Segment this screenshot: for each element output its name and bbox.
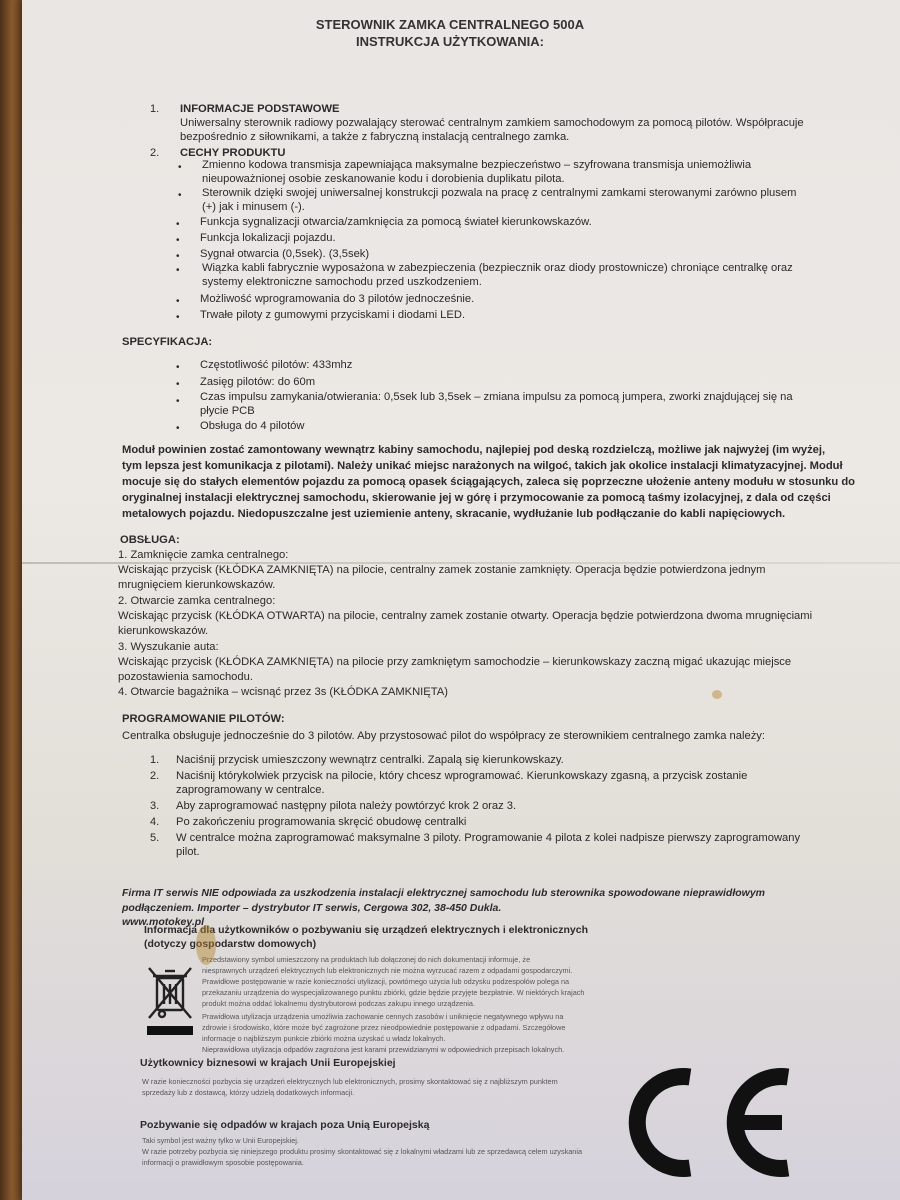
outside-eu-heading: Pozbywanie się odpadów w krajach poza Unią Europejską bbox=[140, 1119, 430, 1131]
list-item: Sterownik dzięki swojej uniwersalnej konstrukcji pozwala na pracę z centralnymi zamkami sterowanymi zarówno plusem bbox=[202, 187, 797, 199]
step-text: Aby zaprogramować następny pilota należy powtórzyć krok 2 oraz 3. bbox=[176, 800, 517, 812]
step-text: pilot. bbox=[176, 846, 200, 858]
operation-line: Wciskając przycisk (KŁÓDKA ZAMKNIĘTA) na pilocie, centralny zamek zostanie zamknięty. Operacja będzie potwierdzona jednym bbox=[118, 564, 766, 576]
outside-eu-text-line: informacji o prawidłowym sposobie postępowania. bbox=[142, 1158, 304, 1167]
operation-line: 3. Wyszukanie auta: bbox=[118, 641, 219, 653]
outside-eu-text-line: Taki symbol jest ważny tylko w Unii Europejskiej. bbox=[142, 1136, 299, 1145]
paragraph-line: bezpośrednio z siłownikami, a także z fabryczną instalacją centralnego zamka. bbox=[180, 131, 570, 143]
business-text-line: sprzedaży lub z dostawcą, którzy udzielą dodatkowych informacji. bbox=[142, 1088, 355, 1097]
bullet-icon: • bbox=[176, 296, 180, 307]
section-heading: SPECYFIKACJA: bbox=[122, 336, 213, 348]
bullet-icon: • bbox=[176, 396, 180, 407]
bullet-icon: • bbox=[176, 423, 180, 434]
step-text: Naciśnij którykolwiek przycisk na pilocie, który chcesz wprogramować. Kierunkowskazy zgasną, a przycisk zostanie bbox=[176, 770, 748, 782]
bullet-icon: • bbox=[176, 379, 180, 390]
bullet-icon: • bbox=[176, 219, 180, 230]
crossed-out-wheelie-bin-icon bbox=[145, 962, 195, 1038]
bullet-icon: • bbox=[176, 265, 180, 276]
list-item: Czas impulsu zamykania/otwierania: 0,5sek lub 3,5sek – zmiana impulsu za pomocą jumpera, zworki znajdującej się na bbox=[200, 391, 793, 403]
section-heading: PROGRAMOWANIE PILOTÓW: bbox=[122, 713, 285, 725]
paragraph-line: Moduł powinien zostać zamontowany wewnątrz kabiny samochodu, najlepiej pod deską rozdzielczą, możliwe jak najwyżej (im wyżej, bbox=[122, 444, 826, 456]
list-item: (+) jak i minusem (-). bbox=[202, 201, 305, 213]
section-number: 1. bbox=[150, 103, 160, 115]
list-item: Zasięg pilotów: do 60m bbox=[200, 376, 316, 388]
section-number: 2. bbox=[150, 147, 160, 159]
operation-line: Wciskając przycisk (KŁÓDKA OTWARTA) na pilocie, centralny zamek zostanie otwarty. Operacja będzie potwierdzona dwoma mrugnięciami bbox=[118, 610, 813, 622]
weee-text-line: Przedstawiony symbol umieszczony na produktach lub dołączonej do nich dokumentacji informuje, że bbox=[202, 955, 531, 964]
stain bbox=[712, 690, 722, 699]
step-number: 2. bbox=[150, 770, 160, 782]
step-text: Naciśnij przycisk umieszczony wewnątrz centralki. Zapalą się kierunkowskazy. bbox=[176, 754, 564, 766]
bullet-icon: • bbox=[178, 162, 182, 173]
disclaimer-line: Firma IT serwis NIE odpowiada za uszkodzenia instalacji elektrycznej samochodu lub sterownika spowodowane nieprawidłowym bbox=[122, 887, 765, 899]
step-number: 4. bbox=[150, 816, 160, 828]
step-number: 1. bbox=[150, 754, 160, 766]
operation-line: mrugnięciem kierunkowskazów. bbox=[118, 579, 276, 591]
list-item: Sygnał otwarcia (0,5sek). (3,5sek) bbox=[200, 248, 370, 260]
paragraph-line: oryginalnej instalacji elektrycznej samochodu, skierowanie jej w górę i przymocowanie za pomocą taśmy izolacyjnej, z dala od części bbox=[122, 492, 831, 504]
list-item: Funkcja sygnalizacji otwarcia/zamknięcia za pomocą świateł kierunkowskazów. bbox=[200, 216, 592, 228]
website-url: www.motokey.pl bbox=[122, 916, 205, 928]
section-heading: CECHY PRODUKTU bbox=[180, 147, 286, 159]
ce-mark-icon bbox=[610, 1065, 800, 1180]
list-item: systemy elektroniczne samochodu przed uszkodzeniem. bbox=[202, 276, 482, 288]
weee-text-line: Prawidłowa utylizacja urządzenia umożliwia zachowanie cennych zasobów i uniknięcie negatywnego wpływu na bbox=[202, 1012, 564, 1021]
operation-line: kierunkowskazów. bbox=[118, 625, 209, 637]
operation-line: Wciskając przycisk (KŁÓDKA ZAMKNIĘTA) na pilocie przy zamkniętym samochodzie – kierunkowskazy zaczną migać ukazując miejsce bbox=[118, 656, 792, 668]
step-number: 5. bbox=[150, 832, 160, 844]
section-heading: OBSŁUGA: bbox=[120, 534, 180, 546]
step-text: W centralce można zaprogramować maksymalne 3 piloty. Programowanie 4 pilota z kolei nadpisze pierwszy zaprogramowany bbox=[176, 832, 801, 844]
weee-text-line: przekazaniu urządzenia do wyspecjalizowanego punktu zbiórki, gdzie będzie przyjęte bezpłatnie. W niektórych krajach bbox=[202, 988, 585, 997]
weee-text-line: informacje o najbliższym punkcie zbiórki można uzyskać u władz lokalnych. bbox=[202, 1034, 446, 1043]
step-text: Po zakończeniu programowania skręcić obudowę centralki bbox=[176, 816, 467, 828]
weee-text-line: zdrowie i środowisko, które może być zagrożone przez nieodpowiednie postępowanie z odpadami. Szczegółowe bbox=[202, 1023, 566, 1032]
step-text: zaprogramowany w centralce. bbox=[176, 784, 325, 796]
operation-line: 2. Otwarcie zamka centralnego: bbox=[118, 595, 276, 607]
bullet-icon: • bbox=[176, 235, 180, 246]
list-item: Wiązka kabli fabrycznie wyposażona w zabezpieczenia (bezpiecznik oraz diody prostownicze) chroniące centralkę oraz bbox=[202, 262, 793, 274]
list-item: Trwałe piloty z gumowymi przyciskami i diodami LED. bbox=[200, 309, 466, 321]
paragraph-line: Uniwersalny sterownik radiowy pozwalający sterować centralnym zamkiem samochodowym za pomocą pilotów. Współpracuje bbox=[180, 117, 804, 129]
bullet-icon: • bbox=[176, 362, 180, 373]
bullet-icon: • bbox=[176, 251, 180, 262]
section-heading: INFORMACJE PODSTAWOWE bbox=[180, 103, 340, 115]
step-number: 3. bbox=[150, 800, 160, 812]
bullet-icon: • bbox=[176, 312, 180, 323]
business-text-line: W razie konieczności pozbycia się urządzeń elektrycznych lub elektronicznych, prosimy skontaktować się z najbliższym punktem bbox=[142, 1077, 558, 1086]
operation-line: 4. Otwarcie bagażnika – wcisnąć przez 3s (KŁÓDKA ZAMKNIĘTA) bbox=[118, 686, 448, 698]
list-item: nieupoważnionej osobie zeskanowanie kodu i dorobienia duplikatu pilota. bbox=[202, 173, 565, 185]
outside-eu-text-line: W razie potrzeby pozbycia się niniejszego produktu prosimy skontaktować się z lokalnymi władzami lub ze sprzedawcą celem uzyskania bbox=[142, 1147, 583, 1156]
weee-heading: (dotyczy gospodarstw domowych) bbox=[144, 938, 317, 950]
weee-text-line: Nieprawidłowa utylizacja odpadów zagrożona jest karami przewidzianymi w odpowiednich przepisach lokalnych. bbox=[202, 1045, 565, 1054]
weee-heading: Informacja dla użytkowników o pozbywaniu się urządzeń elektrycznych i elektronicznych bbox=[144, 924, 589, 936]
weee-text-line: produkt można oddać lokalnemu dystrybutorowi podczas zakupu innego urządzenia. bbox=[202, 999, 475, 1008]
weee-text-line: Prawidłowe postępowanie w razie konieczności utylizacji, powtórnego użycia lub odzysku podzespołów polega na bbox=[202, 977, 570, 986]
list-item: Zmienno kodowa transmisja zapewniająca maksymalne bezpieczeństwo – szyfrowana transmisja uniemożliwia bbox=[202, 159, 752, 171]
list-item: płycie PCB bbox=[200, 405, 255, 417]
list-item: Możliwość wprogramowania do 3 pilotów jednocześnie. bbox=[200, 293, 475, 305]
document-subtitle: INSTRUKCJA UŻYTKOWANIA: bbox=[355, 34, 544, 49]
paragraph-line: metalowych pojazdu. Niedopuszczalne jest uziemienie anteny, skracanie, wydłużanie lub podłączanie do kabli napięciowych. bbox=[122, 508, 786, 520]
programming-intro: Centralka obsługuje jednocześnie do 3 pilotów. Aby przystosować pilot do współpracy ze sterownikiem centralnego zamka należy: bbox=[122, 730, 766, 742]
list-item: Funkcja lokalizacji pojazdu. bbox=[200, 232, 336, 244]
list-item: Obsługa do 4 pilotów bbox=[200, 420, 305, 432]
weee-text-line: niesprawnych urządzeń elektrycznych lub elektronicznych nie można wyrzucać razem z odpadami gospodarczymi. bbox=[202, 966, 573, 975]
document-title: STEROWNIK ZAMKA CENTRALNEGO 500A bbox=[315, 17, 585, 32]
operation-line: pozostawienia samochodu. bbox=[118, 671, 253, 683]
stain bbox=[196, 925, 216, 965]
paragraph-line: tym lepsza jest komunikacja z pilotami). Należy unikać miejsc narażonych na wilgoć, takich jak okolice instalacji klimatyzacyjnej. Moduł bbox=[122, 460, 843, 472]
disclaimer-line: podłączeniem. Importer – dystrybutor IT serwis, Cergowa 302, 38-450 Dukla. bbox=[122, 902, 502, 914]
list-item: Częstotliwość pilotów: 433mhz bbox=[200, 359, 353, 371]
operation-line: 1. Zamknięcie zamka centralnego: bbox=[118, 549, 289, 561]
paragraph-line: mocuje się do stałych elementów pojazdu za pomocą opasek ściągających, zaleca się poprzeczne ułożenie anteny modułu w stosunku do bbox=[122, 476, 855, 488]
bullet-icon: • bbox=[178, 190, 182, 201]
business-users-heading: Użytkownicy biznesowi w krajach Unii Europejskiej bbox=[140, 1057, 396, 1069]
